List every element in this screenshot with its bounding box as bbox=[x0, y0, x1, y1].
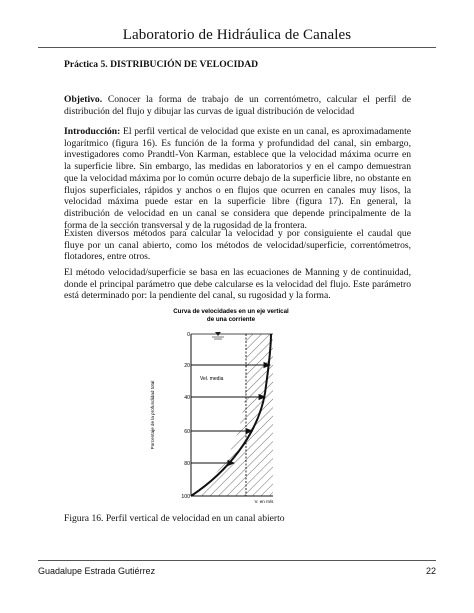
footer-divider bbox=[38, 560, 436, 561]
manning-paragraph: El método velocidad/superficie se basa en las ecuaciones de Manning y de continuidad, donde el principal parámetro que debe calcularse es la velocidad del flujo. Este parámetro está determinado por: la pendiente del canal, su rugosidad y la forma. bbox=[64, 267, 411, 302]
section-title: Práctica 5. DISTRIBUCIÓN DE VELOCIDAD bbox=[64, 59, 259, 70]
y-tick-label: 40 bbox=[184, 395, 190, 401]
y-tick-label: 100 bbox=[181, 494, 190, 500]
velocity-profile-figure bbox=[146, 305, 316, 505]
header-divider bbox=[38, 47, 436, 48]
metodos-paragraph: Existen diversos métodos para calcular la velocidad y por consiguiente el caudal que fluye por un canal abierto, como los métodos de velocidad/superficie, correntómetros, flotadores, entre otros. bbox=[64, 228, 411, 263]
footer-author: Guadalupe Estrada Gutiérrez bbox=[38, 566, 156, 576]
objetivo-text: Conocer la forma de trabajo de un correntómetro, calcular el perfil de distribución del flujo y dibujar las curvas de igual distribución de velocidad bbox=[64, 94, 411, 117]
x-axis-label: V. en m/s bbox=[254, 499, 274, 504]
introduccion-paragraph bbox=[64, 126, 411, 231]
page-header-title: Laboratorio de Hidráulica de Canales bbox=[122, 27, 352, 43]
y-tick-label: 80 bbox=[184, 461, 190, 467]
y-axis-label: Porcentaje de la profundidad total bbox=[150, 380, 155, 450]
figure-title-line2: de una corriente bbox=[206, 316, 256, 323]
footer-page-number: 22 bbox=[425, 566, 436, 576]
objetivo-paragraph bbox=[64, 94, 411, 117]
introduccion-label: Introducción: bbox=[64, 126, 121, 137]
y-tick-label: 60 bbox=[184, 429, 190, 435]
introduccion-text: El perfil vertical de velocidad que existe en un canal, es aproximadamente logarítmico (figura 16). Es función de la forma y profundidad del canal, sin embargo, investigadores como Prandtl-Von Karman, establece que la velocidad máxima ocurre en la superficie libre. Sin embargo, las medidas en laboratorios y en el campo demuestran que la velocidad máxima por lo común ocurre debajo de la superficie libre, no obstante en flujos superficiales, rápidos y anchos o en flujos que ocurren en canales muy lisos, la velocidad máxima puede estar en la superficie libre (figura 17). En general, la distribución de velocidad en un canal se considera que depende principalmente de la forma de la sección transversal y de la rugosidad de la frontera. bbox=[64, 126, 411, 231]
hatched-area bbox=[191, 334, 273, 496]
y-tick-label: 0 bbox=[187, 332, 190, 338]
y-tick-label: 20 bbox=[184, 363, 190, 369]
figure-title-line1: Curva de velocidades en un eje vertical bbox=[173, 308, 289, 315]
figure-caption: Figura 16. Perfil vertical de velocidad en un canal abierto bbox=[64, 513, 285, 524]
mean-velocity-label: Vel. media bbox=[200, 376, 224, 382]
objetivo-label: Objetivo. bbox=[64, 94, 103, 105]
